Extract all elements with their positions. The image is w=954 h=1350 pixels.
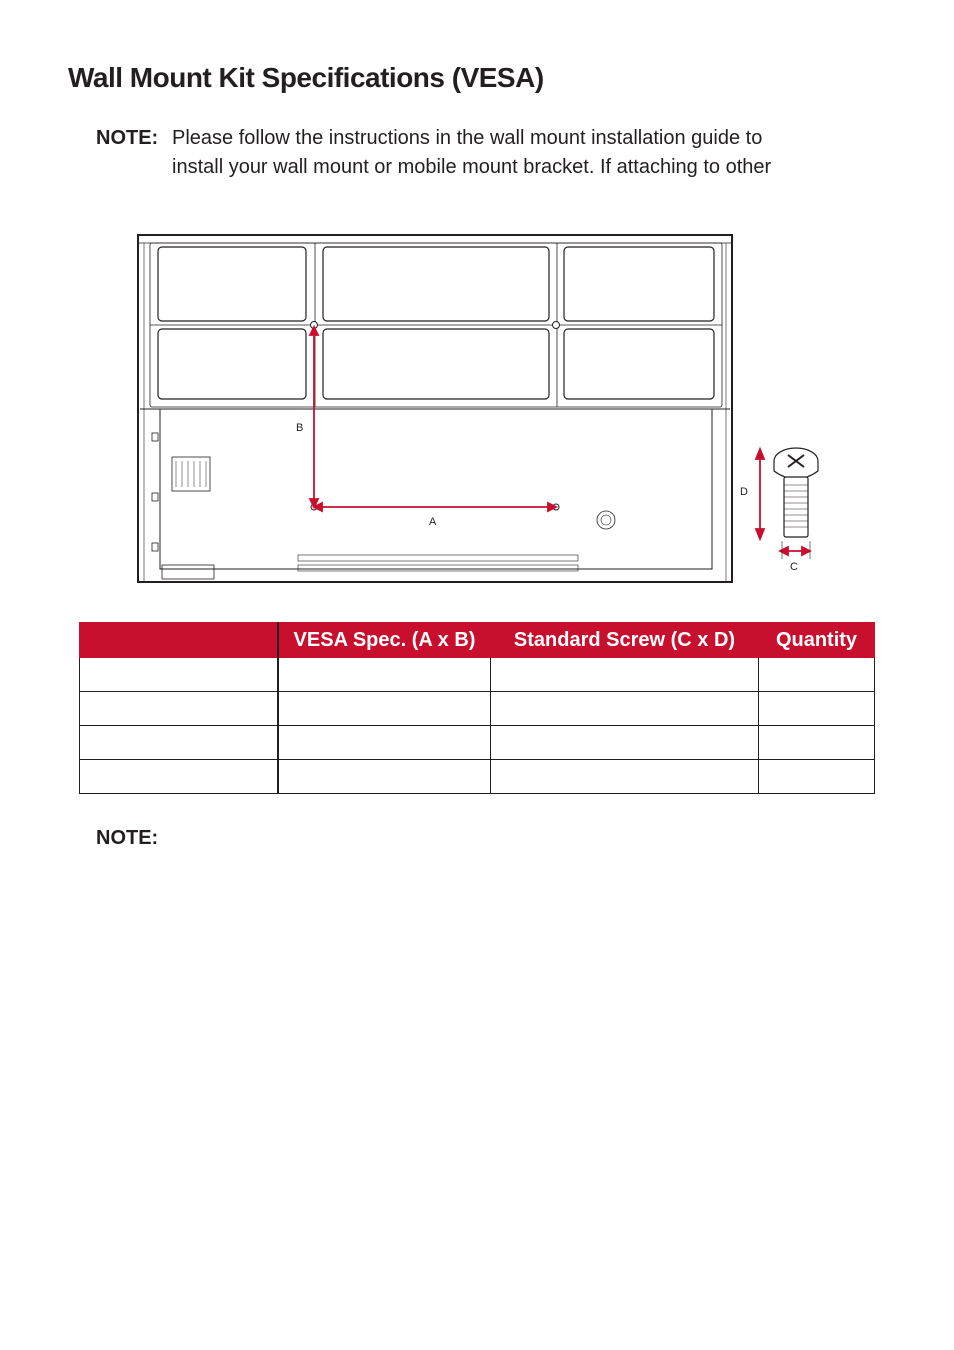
table-header-standard-screw: Standard Screw (C x D) <box>491 623 759 658</box>
table-cell <box>491 760 759 794</box>
table-header-quantity: Quantity <box>759 623 875 658</box>
dimension-label-a: A <box>429 516 437 528</box>
table-cell <box>278 726 491 760</box>
table-cell <box>278 658 491 692</box>
table-cell <box>759 760 875 794</box>
table-row <box>80 726 875 760</box>
table-cell <box>759 692 875 726</box>
table-header-row <box>80 623 875 658</box>
table-row <box>80 658 875 692</box>
note-label-2: NOTE: <box>96 827 159 849</box>
table-cell <box>491 726 759 760</box>
table-cell <box>491 658 759 692</box>
page-title: Wall Mount Kit Specifications (VESA) <box>68 62 544 93</box>
note-text-line-2: install your wall mount or mobile mount bracket. If attaching to other <box>172 156 772 178</box>
table-row <box>80 760 875 794</box>
table-cell <box>278 692 491 726</box>
note-text-line-1: Please follow the instructions in the wall mount installation guide to <box>172 127 763 149</box>
wall-mount-diagram <box>130 225 830 595</box>
table-cell <box>80 726 279 760</box>
table-cell <box>759 658 875 692</box>
table-cell <box>80 760 279 794</box>
screw-illustration <box>774 448 818 537</box>
table-header-model <box>80 623 279 658</box>
table-cell <box>80 692 279 726</box>
vesa-spec-table <box>79 622 875 794</box>
dimension-label-d: D <box>740 486 748 498</box>
dimension-label-b: B <box>296 422 304 434</box>
table-cell <box>759 726 875 760</box>
note-label: NOTE: <box>96 127 159 149</box>
table-header-vesa-spec: VESA Spec. (A x B) <box>278 623 491 658</box>
dimension-label-c: C <box>790 561 798 573</box>
table-cell <box>278 760 491 794</box>
table-cell <box>491 692 759 726</box>
table-cell <box>80 658 279 692</box>
table-row <box>80 692 875 726</box>
